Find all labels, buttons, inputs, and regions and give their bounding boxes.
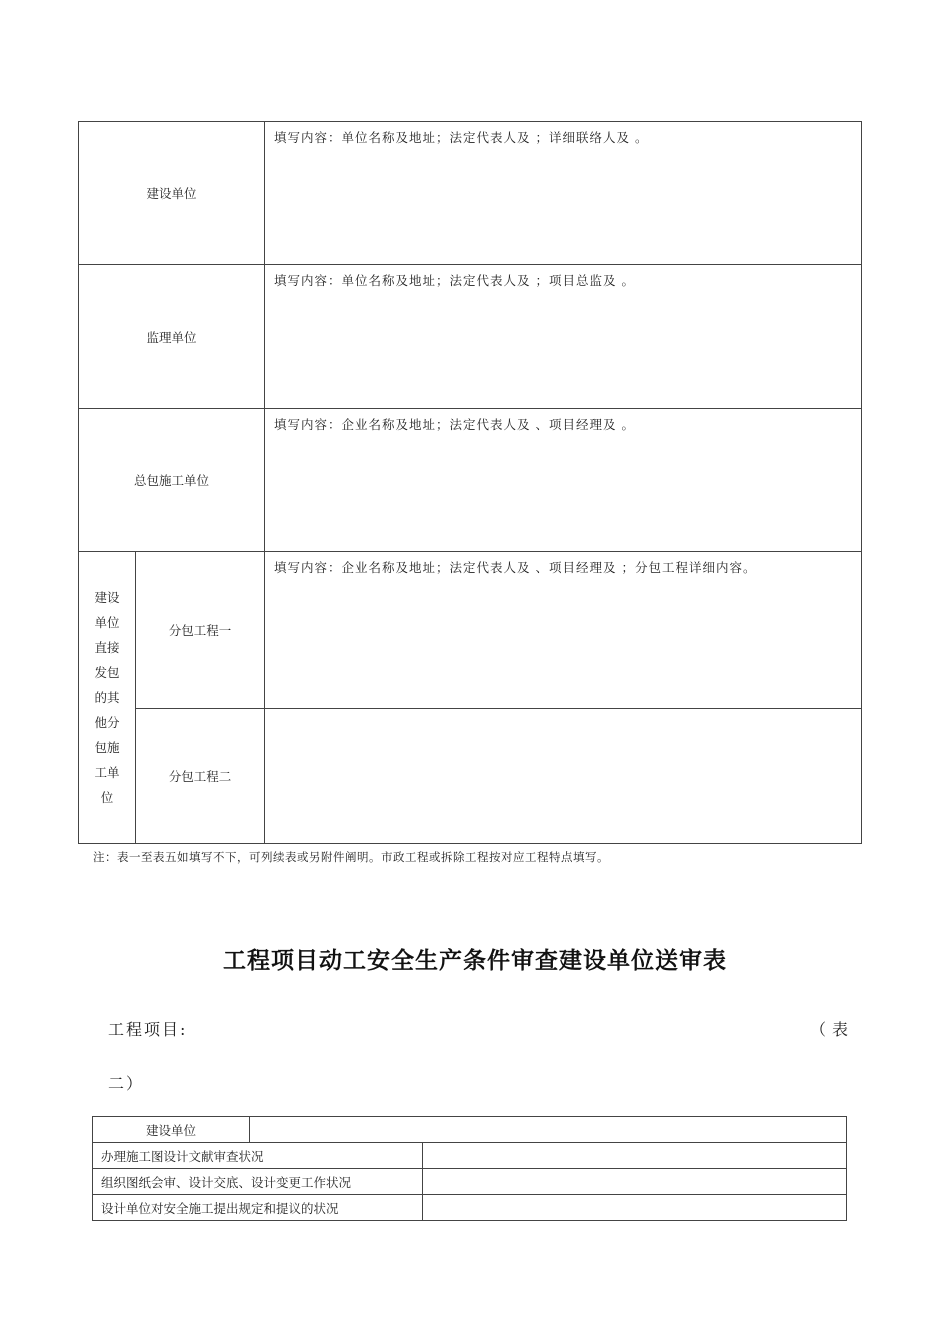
table-row [93, 1117, 847, 1143]
group-label-subcontractors [79, 552, 136, 844]
table-row [79, 709, 862, 844]
group-label-line: 单位 [94, 615, 120, 630]
group-label-line: 包施 [94, 740, 120, 755]
row-label-safety-requirements: 设计单位对安全施工提出规定和提议的状况 [93, 1195, 423, 1221]
group-label-line: 的其 [94, 690, 120, 705]
group-label-line: 工单 [94, 765, 120, 780]
group-label-line: 发包 [94, 665, 120, 680]
fill-instruction[interactable]: 填写内容：单位名称及地址；法定代表人及 ；项目总监及 。 [265, 265, 862, 409]
empty-fill-cell[interactable] [423, 1143, 847, 1169]
table-row [93, 1143, 847, 1169]
table-row [93, 1195, 847, 1221]
review-table [92, 1116, 847, 1221]
group-label-line: 他分 [94, 715, 120, 730]
footnote: 注：表一至表五如填写不下，可列续表或另附件阐明。市政工程或拆除工程按对应工程特点填写。 [93, 850, 609, 864]
group-label-line: 直接 [94, 640, 120, 655]
table-row [93, 1169, 847, 1195]
group-label-line: 位 [100, 790, 114, 805]
table-number-close: 二） [108, 1074, 145, 1093]
empty-fill-cell[interactable] [423, 1195, 847, 1221]
row-label-drawing-review: 办理施工图设计文献审查状况 [93, 1143, 423, 1169]
row-label-general-contractor: 总包施工单位 [79, 409, 265, 552]
table-row [79, 552, 862, 709]
project-label: 工程项目: [108, 1020, 188, 1039]
table-number-open: （表 [810, 1020, 855, 1039]
page-title: 工程项目动工安全生产条件审查建设单位送审表 [223, 948, 727, 974]
row-label-supervision-unit: 监理单位 [79, 265, 265, 409]
info-table [78, 121, 862, 844]
row-label-subproject-2: 分包工程二 [136, 709, 265, 844]
fill-instruction[interactable]: 填写内容：单位名称及地址；法定代表人及 ；详细联络人及 。 [265, 122, 862, 265]
table-row [79, 265, 862, 409]
group-label-line: 建设 [94, 590, 120, 605]
empty-fill-cell[interactable] [250, 1117, 847, 1143]
fill-instruction[interactable]: 填写内容：企业名称及地址；法定代表人及 、项目经理及 。 [265, 409, 862, 552]
table-row [79, 122, 862, 265]
table-row [79, 409, 862, 552]
fill-instruction[interactable]: 填写内容：企业名称及地址；法定代表人及 、项目经理及 ；分包工程详细内容。 [265, 552, 862, 709]
row-label-subproject-1: 分包工程一 [136, 552, 265, 709]
empty-fill-cell[interactable] [423, 1169, 847, 1195]
row-label-construction-unit: 建设单位 [79, 122, 265, 265]
row-label-design-disclosure: 组织图纸会审、设计交底、设计变更工作状况 [93, 1169, 423, 1195]
row-label-construction-unit: 建设单位 [93, 1117, 250, 1143]
empty-fill-cell[interactable] [265, 709, 862, 844]
